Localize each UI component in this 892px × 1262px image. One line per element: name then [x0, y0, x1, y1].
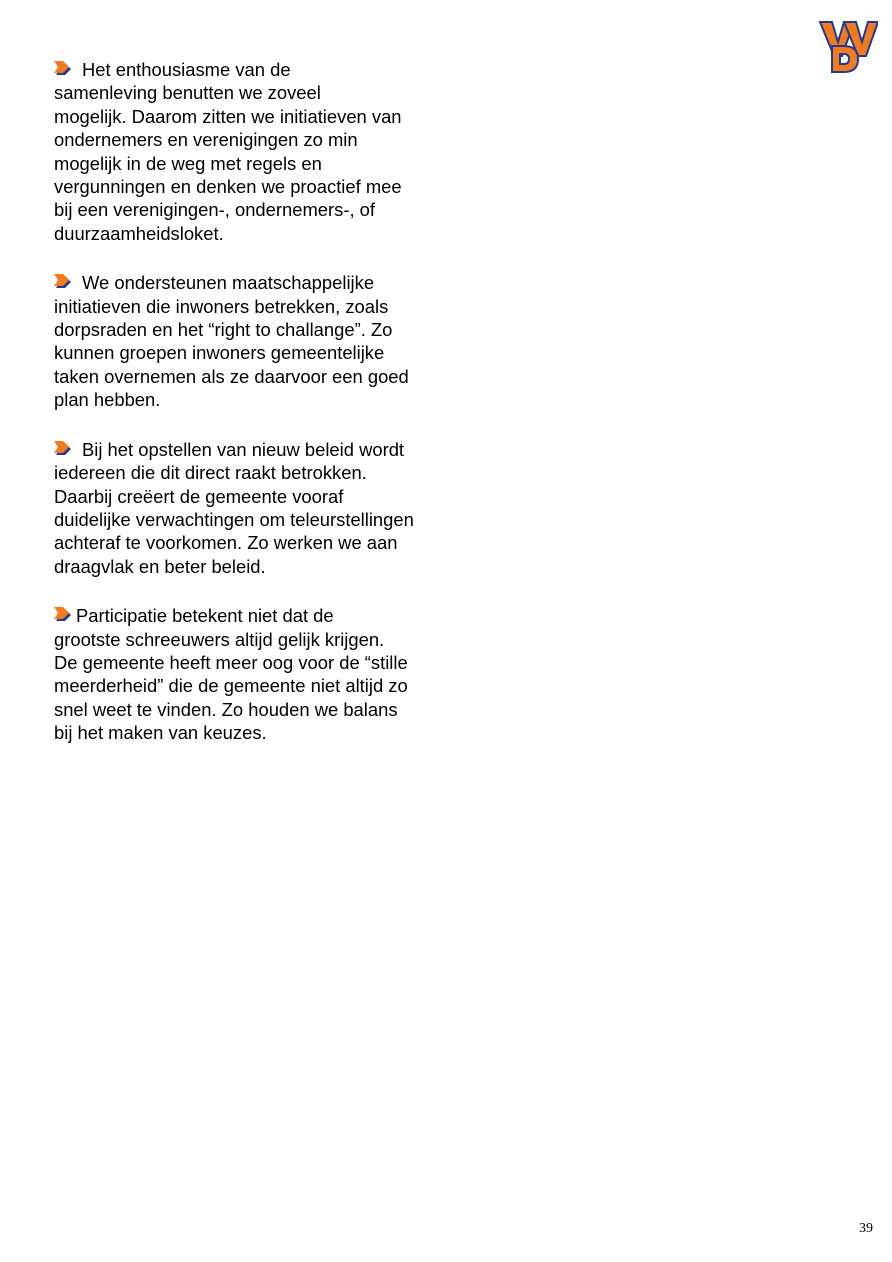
bullet-item	[54, 438, 446, 578]
bullet-item	[54, 271, 446, 411]
vvd-logo	[818, 16, 878, 74]
bullet-text: Bij het opstellen van nieuw beleid wordt iedereen die dit direct raakt betrokken. Daarbij creëert de gemeente vooraf duidelijke verwachtingen om teleurstellingen achteraf te voorkomen. Zo werken we aan draagvlak en beter beleid.	[54, 438, 414, 577]
bullet-text: Participatie betekent niet dat de grootste schreeuwers altijd gelijk krijgen. De gemeente heeft meer oog voor de “stille meerderheid” die de gemeente niet altijd zo snel weet te vinden. Zo houden we balans bij het maken van keuzes.	[54, 605, 408, 744]
orange-arrow-icon	[54, 440, 74, 458]
orange-arrow-icon	[54, 60, 74, 78]
orange-arrow-icon	[54, 606, 74, 624]
bullet-item	[54, 58, 446, 245]
bullet-text: We ondersteunen maatschappelijke initiatieven die inwoners betrekken, zoals dorpsraden en het “right to challange”. Zo kunnen groepen inwoners gemeentelijke taken overnemen als ze daarvoor een goed plan hebben.	[54, 272, 409, 411]
bullet-item	[54, 604, 446, 744]
bullet-text: Het enthousiasme van de samenleving benutten we zoveel mogelijk. Daarom zitten we initiatieven van ondernemers en verenigingen zo min mogelijk in de weg met regels en vergunningen en denken we proactief mee bij een verenigingen-, ondernemers-, of duurzaamheidsloket.	[54, 59, 402, 244]
orange-arrow-icon	[54, 273, 74, 291]
bullet-list	[54, 58, 446, 771]
page-number: 39	[859, 1221, 873, 1236]
